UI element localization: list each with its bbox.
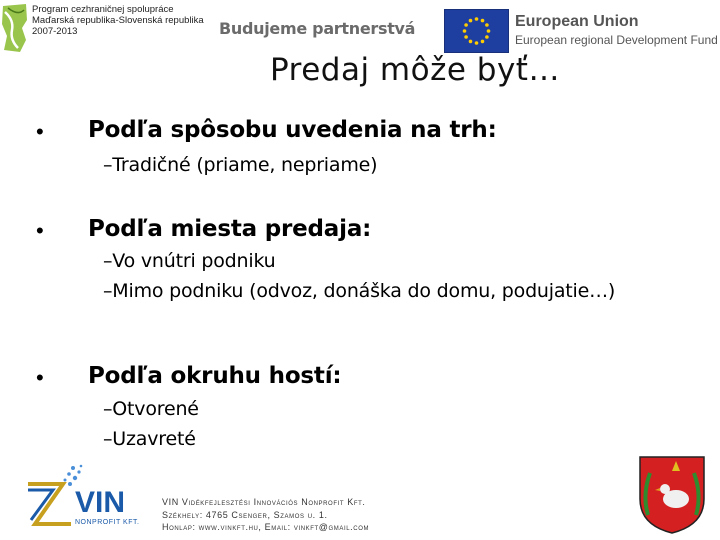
vin-logo xyxy=(23,462,163,532)
section-2-item-2: –Mimo podniku (odvoz, donáška do domu, podujatie…) xyxy=(103,280,616,302)
section-heading-3: Podľa okruhu hostí: xyxy=(88,363,342,389)
section-2-item-1: –Vo vnútri podniku xyxy=(103,250,276,272)
org-address: Székhely: 4765 Csenger, Szamos u. 1. xyxy=(162,509,328,520)
vin-logo-subtext: NONPROFIT KFT. xyxy=(75,519,140,526)
eu-subtitle: European regional Development Fund xyxy=(515,33,718,47)
vin-logo-text: VIN xyxy=(75,486,126,519)
section-1-item-1: –Tradičné (priame, nepriame) xyxy=(103,154,378,176)
org-contact: Honlap: www.vinkft.hu, Email: vinkft@gmail.com xyxy=(162,522,370,532)
program-map-icon xyxy=(0,0,30,54)
slide-title: Predaj môže byť… xyxy=(270,52,560,88)
org-name: VIN Vidékfejlesztési Innovációs Nonprofit Kft. xyxy=(162,497,366,507)
section-3-item-2: –Uzavreté xyxy=(103,428,196,450)
program-logo xyxy=(0,0,205,56)
section-heading-2: Podľa miesta predaja: xyxy=(88,216,372,242)
section-3-item-1: –Otvorené xyxy=(103,398,199,420)
program-logo-text xyxy=(32,4,204,37)
program-line-1: Program cezhraničnej spolupráce xyxy=(32,4,174,15)
coat-of-arms-icon xyxy=(636,455,708,535)
program-line-3: 2007-2013 xyxy=(32,26,78,37)
eu-flag-icon xyxy=(444,9,509,53)
section-heading-1: Podľa spôsobu uvedenia na trh: xyxy=(88,117,497,143)
bullet-icon: • xyxy=(36,218,44,243)
program-line-2: Maďarská republika-Slovenská republika xyxy=(32,15,204,26)
partnership-slogan: Budujeme partnerstvá xyxy=(219,19,416,38)
bullet-icon: • xyxy=(36,365,44,390)
eu-title: European Union xyxy=(515,13,639,30)
bullet-icon: • xyxy=(36,119,44,144)
organization-info xyxy=(162,496,369,534)
